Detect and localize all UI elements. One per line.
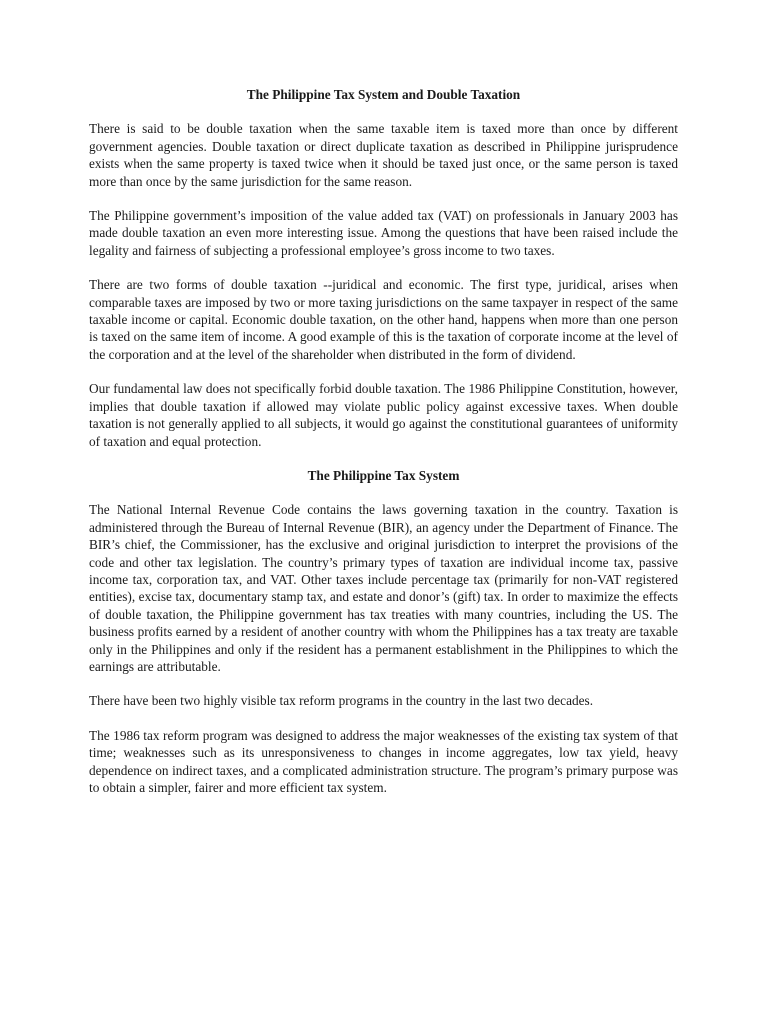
document-title: The Philippine Tax System and Double Taxation bbox=[246, 87, 521, 102]
document-page bbox=[89, 86, 678, 813]
paragraph-vat-imposition: The Philippine government’s imposition of the value added tax (VAT) on professionals in January 2003 has made double taxation an even more interesting issue. Among the questions that have been raised include the legality and fairness of subjecting a professional employee’s gross income to two taxes. bbox=[89, 208, 678, 258]
paragraph-constitution: Our fundamental law does not specifically forbid double taxation. The 1986 Philippine Constitution, however, implies that double taxation if allowed may violate public policy against excessive taxes. When double taxation is not generally applied to all subjects, it would go against the constitutional guarantees of uniformity of taxation and equal protection. bbox=[89, 381, 678, 449]
paragraph-tax-reform-programs: There have been two highly visible tax reform programs in the country in the last two decades. bbox=[89, 693, 594, 709]
paragraph-forms-of-double-taxation: There are two forms of double taxation --juridical and economic. The first type, juridical, arises when comparable taxes are imposed by two or more taxing jurisdictions on the same taxpayer in respect of the same taxable income or capital. Economic double taxation, on the other hand, happens when more than one person is taxed on the same item of income. A good example of this is the taxation of corporate income at the level of the corporation and at the level of the shareholder when distributed in the form of dividend. bbox=[89, 277, 678, 362]
paragraph-double-taxation-definition: There is said to be double taxation when the same taxable item is taxed more than once by different government agencies. Double taxation or direct duplicate taxation as described in Philippine jurisprudence exists when the same property is taxed twice when it should be taxed just once, or the same person is taxed more than once by the same jurisdiction for the same reason. bbox=[89, 121, 678, 189]
paragraph-national-internal-revenue-code: The National Internal Revenue Code contains the laws governing taxation in the country. Taxation is administered through the Bureau of Internal Revenue (BIR), an agency under the Department of Finance. The BIR’s chief, the Commissioner, has the exclusive and original jurisdiction to interpret the provisions of the code and other tax legislation. The country’s primary types of taxation are individual income tax, passive income tax, corporation tax, and VAT. Other taxes include percentage tax (primarily for non-VAT registered entities), excise tax, documentary stamp tax, and estate and donor’s (gift) tax. In order to maximize the effects of double taxation, the Philippine government has tax treaties with many countries, including the US. The business profits earned by a resident of another country with whom the Philippines has a tax treaty are taxable only in the Philippines and only if the resident has a permanent establishment in the Philippines to which the earnings are attributable. bbox=[89, 502, 678, 674]
paragraph-1986-tax-reform: The 1986 tax reform program was designed to address the major weaknesses of the existing tax system of that time; weaknesses such as its unresponsiveness to changes in income aggregates, low tax yield, heavy dependence on indirect taxes, and a complicated administration structure. The program’s primary purpose was to obtain a simpler, fairer and more efficient tax system. bbox=[89, 727, 678, 795]
section-heading-tax-system: The Philippine Tax System bbox=[307, 467, 460, 483]
